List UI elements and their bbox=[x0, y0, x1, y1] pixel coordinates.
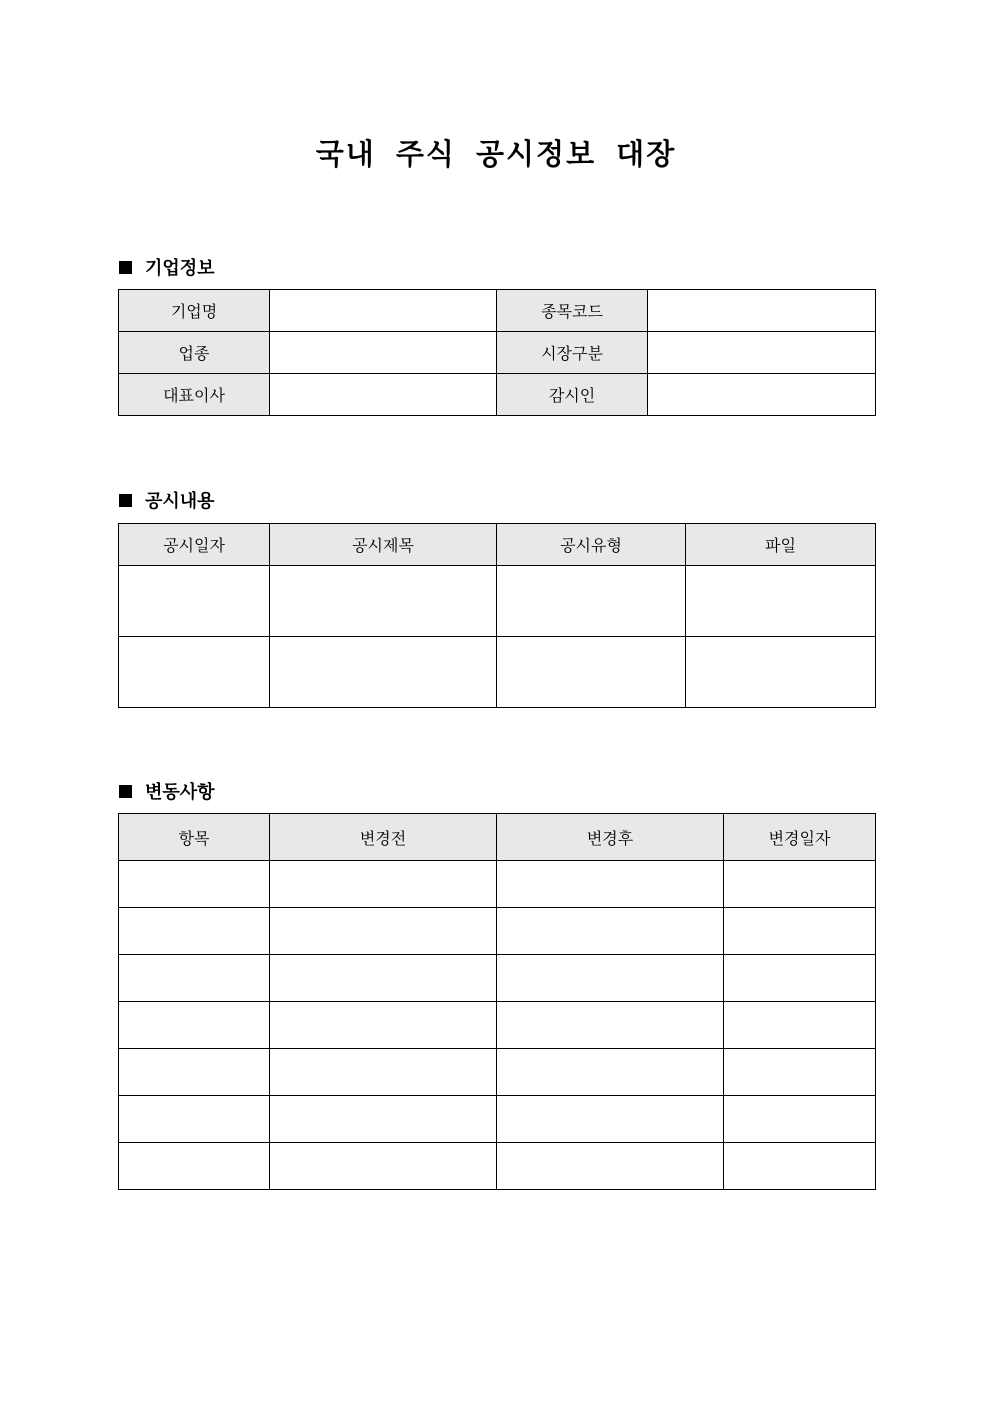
document-title: 국내 주식 공시정보 대장 bbox=[315, 137, 677, 171]
after-cell[interactable] bbox=[497, 1096, 724, 1143]
before-cell[interactable] bbox=[270, 1049, 497, 1096]
table-row bbox=[119, 1096, 876, 1143]
disclosure-title-cell[interactable] bbox=[270, 566, 497, 637]
disclosure-title-cell[interactable] bbox=[270, 637, 497, 708]
section-heading-disclosure bbox=[119, 487, 215, 513]
item-cell[interactable] bbox=[119, 861, 270, 908]
disclosure-file-cell[interactable] bbox=[686, 637, 876, 708]
after-cell[interactable] bbox=[497, 1143, 724, 1190]
changes-table bbox=[118, 813, 876, 1190]
disclosure-date-cell[interactable] bbox=[119, 637, 270, 708]
item-cell[interactable] bbox=[119, 908, 270, 955]
column-header: 변경전 bbox=[270, 814, 497, 861]
before-cell[interactable] bbox=[270, 1002, 497, 1049]
column-header: 변경일자 bbox=[724, 814, 876, 861]
change-date-cell[interactable] bbox=[724, 1096, 876, 1143]
table-header-row bbox=[119, 814, 876, 861]
item-cell[interactable] bbox=[119, 1002, 270, 1049]
item-cell[interactable] bbox=[119, 1049, 270, 1096]
company-info-table bbox=[118, 289, 876, 416]
change-date-cell[interactable] bbox=[724, 908, 876, 955]
table-row bbox=[119, 1002, 876, 1049]
item-cell[interactable] bbox=[119, 955, 270, 1002]
stock-code-field[interactable] bbox=[648, 290, 876, 332]
label-company-name: 기업명 bbox=[119, 290, 270, 332]
column-header: 공시일자 bbox=[119, 524, 270, 566]
change-date-cell[interactable] bbox=[724, 1002, 876, 1049]
table-row bbox=[119, 1049, 876, 1096]
before-cell[interactable] bbox=[270, 1096, 497, 1143]
table-row bbox=[119, 637, 876, 708]
before-cell[interactable] bbox=[270, 861, 497, 908]
disclosure-type-cell[interactable] bbox=[497, 637, 686, 708]
disclosure-date-cell[interactable] bbox=[119, 566, 270, 637]
square-bullet-icon bbox=[119, 785, 132, 798]
table-row bbox=[119, 955, 876, 1002]
after-cell[interactable] bbox=[497, 1002, 724, 1049]
table-row bbox=[119, 290, 876, 332]
before-cell[interactable] bbox=[270, 908, 497, 955]
ceo-field[interactable] bbox=[270, 374, 497, 416]
column-header: 공시유형 bbox=[497, 524, 686, 566]
disclosure-table bbox=[118, 523, 876, 708]
change-date-cell[interactable] bbox=[724, 955, 876, 1002]
section-heading-company bbox=[119, 254, 215, 280]
market-type-field[interactable] bbox=[648, 332, 876, 374]
after-cell[interactable] bbox=[497, 861, 724, 908]
item-cell[interactable] bbox=[119, 1096, 270, 1143]
item-cell[interactable] bbox=[119, 1143, 270, 1190]
table-row bbox=[119, 374, 876, 416]
column-header: 변경후 bbox=[497, 814, 724, 861]
table-row bbox=[119, 566, 876, 637]
before-cell[interactable] bbox=[270, 1143, 497, 1190]
company-name-field[interactable] bbox=[270, 290, 497, 332]
table-row bbox=[119, 332, 876, 374]
disclosure-file-cell[interactable] bbox=[686, 566, 876, 637]
section-heading-changes bbox=[119, 778, 215, 804]
section-heading-label: 기업정보 bbox=[145, 258, 215, 279]
before-cell[interactable] bbox=[270, 955, 497, 1002]
label-stock-code: 종목코드 bbox=[497, 290, 648, 332]
after-cell[interactable] bbox=[497, 1049, 724, 1096]
square-bullet-icon bbox=[119, 494, 132, 507]
column-header: 파일 bbox=[686, 524, 876, 566]
label-industry: 업종 bbox=[119, 332, 270, 374]
table-row bbox=[119, 861, 876, 908]
section-heading-label: 공시내용 bbox=[145, 491, 215, 512]
change-date-cell[interactable] bbox=[724, 1143, 876, 1190]
disclosure-type-cell[interactable] bbox=[497, 566, 686, 637]
after-cell[interactable] bbox=[497, 908, 724, 955]
section-heading-label: 변동사항 bbox=[145, 782, 215, 803]
auditor-field[interactable] bbox=[648, 374, 876, 416]
after-cell[interactable] bbox=[497, 955, 724, 1002]
square-bullet-icon bbox=[119, 261, 132, 274]
label-market-type: 시장구분 bbox=[497, 332, 648, 374]
industry-field[interactable] bbox=[270, 332, 497, 374]
change-date-cell[interactable] bbox=[724, 861, 876, 908]
label-auditor: 감시인 bbox=[497, 374, 648, 416]
table-row bbox=[119, 1143, 876, 1190]
table-header-row bbox=[119, 524, 876, 566]
column-header: 항목 bbox=[119, 814, 270, 861]
column-header: 공시제목 bbox=[270, 524, 497, 566]
label-ceo: 대표이사 bbox=[119, 374, 270, 416]
table-row bbox=[119, 908, 876, 955]
change-date-cell[interactable] bbox=[724, 1049, 876, 1096]
